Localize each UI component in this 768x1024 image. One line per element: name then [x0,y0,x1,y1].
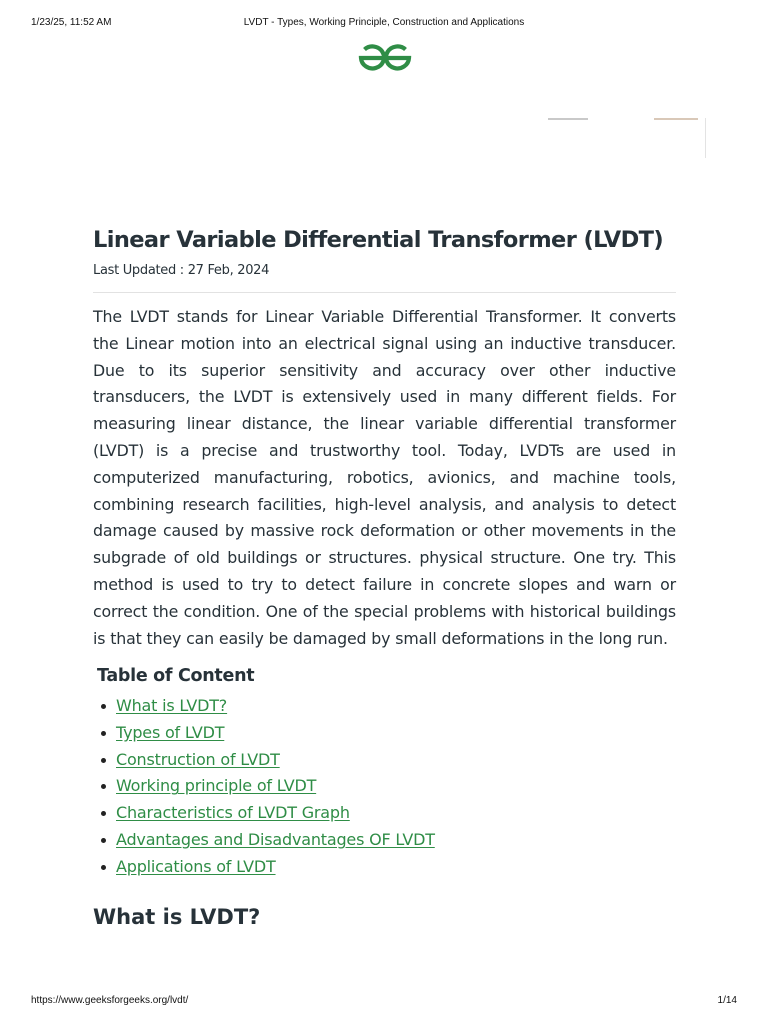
table-of-contents [93,693,676,880]
toc-link-working-principle[interactable]: Working principle of LVDT [116,776,317,796]
bullet-icon [101,704,106,709]
toc-item [116,854,676,881]
article-title: Linear Variable Differential Transformer (LVDT) [93,227,664,253]
last-updated: Last Updated : 27 Feb, 2024 [93,263,270,278]
print-url: https://www.geeksforgeeks.org/lvdt/ [31,995,189,1006]
toc-item [116,747,676,774]
print-page-number: 1/14 [717,995,737,1006]
bullet-icon [101,758,106,763]
toc-link-types[interactable]: Types of LVDT [116,723,225,743]
section-heading: What is LVDT? [93,905,261,930]
print-footer [0,995,768,1009]
toc-link-characteristics[interactable]: Characteristics of LVDT Graph [116,803,350,823]
bullet-icon [101,731,106,736]
bullet-icon [101,784,106,789]
toc-link-applications[interactable]: Applications of LVDT [116,856,276,876]
ad-border [705,118,706,158]
geeksforgeeks-logo-icon[interactable] [356,44,414,72]
divider [93,292,676,293]
bullet-icon [101,838,106,843]
ad-divider [548,118,588,120]
article-content [93,224,676,932]
toc-item [116,720,676,747]
toc-link-what-is-lvdt[interactable]: What is LVDT? [116,696,228,716]
toc-item [116,800,676,827]
intro-paragraph: The LVDT stands for Linear Variable Differential Transformer. It converts the Linear motion into an electrical signal using an inductive transducer. Due to its superior sensitivity and accuracy over other inductive transducers, the LVDT is extensively used in many different fields. For measuring linear distance, the linear variable differential transformer (LVDT) is a precise and trustworthy tool. Today, LVDTs are used in computerized manufacturing, robotics, avionics, and machine tools, combining research facilities, high-level analysis, and analysis to detect damage caused by massive rock deformation or other movements in the subgrade of old buildings or structures. physical structure. One try. This method is used to try to detect failure in concrete slopes and warn or correct the condition. One of the special problems with historical buildings is that they can easily be damaged by small deformations in the long run. [93,307,676,648]
print-datetime: 1/23/25, 11:52 AM [31,17,112,28]
toc-item [116,827,676,854]
print-header [0,17,768,31]
ad-divider [654,118,698,120]
bullet-icon [101,865,106,870]
bullet-icon [101,811,106,816]
toc-link-advantages[interactable]: Advantages and Disadvantages OF LVDT [116,829,435,849]
toc-item [116,693,676,720]
print-document-title: LVDT - Types, Working Principle, Construction and Applications [243,17,525,28]
toc-title: Table of Content [97,666,255,687]
toc-item [116,773,676,800]
toc-link-construction[interactable]: Construction of LVDT [116,749,280,769]
ad-placeholder [548,118,706,160]
